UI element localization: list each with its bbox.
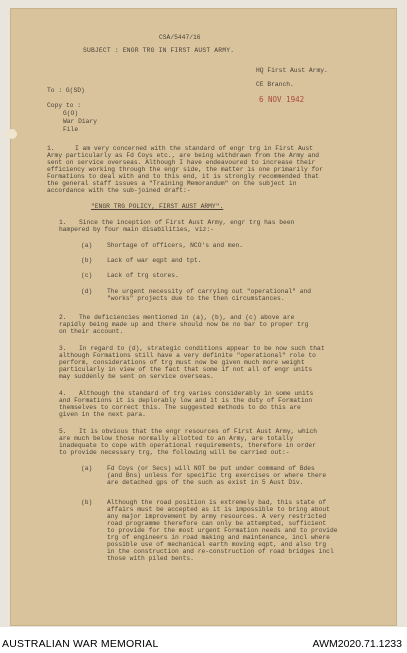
paragraph-line: Army particularly as Fd Coys etc., are being withdrawn from the Army and [47, 152, 320, 159]
paragraph-line: particularly in view of the fact that some if not all of engr units [59, 366, 313, 373]
paragraph-line: The deficiencies mentioned in (a), (b), and (c) above are [79, 314, 295, 321]
list-item-text: in the construction and re-construction of road bridges incl [107, 548, 334, 555]
copy-to-label: Copy to : [47, 102, 82, 109]
list-item-text: Although the road position is extremely bad, this state of [107, 499, 327, 506]
caption-bar [0, 627, 407, 653]
paragraph-number: 5. [59, 428, 67, 435]
date-stamp: 6 NOV 1942 [259, 95, 305, 104]
punch-hole [7, 129, 17, 139]
list-item-text: Fd Coys (or Secs) will NOT be put under command of Bdes [107, 465, 315, 472]
copy-to-recipient: G(O) [63, 110, 79, 117]
list-item-text: any major improvement by army resources. A very restricted [107, 513, 327, 520]
paragraph-number: 2. [59, 314, 67, 321]
list-item-label: (a) [81, 242, 93, 249]
paragraph-number: 4. [59, 390, 67, 397]
paragraph-line: Since the inception of First Aust Army, engr trg has been [79, 219, 295, 226]
list-item-text: possible use of mechanical earth moving eqpt, and also trg [107, 541, 327, 548]
list-item-text: Lack of trg stores. [107, 272, 179, 279]
paragraph-line: hampered by four main disabilities, viz:- [59, 226, 214, 233]
paragraph-line: I am very concerned with the standard of engr trg in First Aust [75, 145, 314, 152]
list-item-text: Lack of war eqpt and tpt. [107, 257, 202, 264]
paragraph-number: 1. [59, 219, 67, 226]
archive-name: AUSTRALIAN WAR MEMORIAL [2, 638, 159, 650]
list-item-text: (and Bns) unless for specific trg exercises or where there [107, 472, 327, 479]
branch-line: CE Branch. [256, 81, 294, 88]
list-item-text: The urgent necessity of carrying out "operational" and [107, 288, 312, 295]
list-item-text: trg of engineers in road making and maintenance, incl where [107, 534, 330, 541]
paragraph-line: perform, considerations of trg must now be given much more weight [59, 359, 305, 366]
list-item-label: (a) [81, 465, 93, 472]
copy-to-recipient: File [63, 126, 79, 133]
list-item-label: (c) [81, 272, 93, 279]
paragraph-number: 1. [47, 145, 55, 152]
to-line: To : G(SD) [47, 87, 85, 94]
paragraph-line: themselves to correct this. The suggested methods to do this are [59, 404, 301, 411]
subject-line: SUBJECT : ENGR TRG IN FIRST AUST ARMY. [83, 47, 235, 54]
paragraph-line: to provide necessary trg, the following will be carried out:- [59, 449, 290, 456]
paragraph-line: although Formations still have a very definite "operational" role to [59, 352, 316, 359]
copy-to-recipient: War Diary [63, 118, 98, 125]
list-item-text: Shortage of officers, NCO's and men. [107, 242, 244, 249]
paragraph-line: Formations to deal with and to this end, it is strongly recommended that [47, 173, 320, 180]
paragraph-line: are much below those normally allotted to an Army, are totally [59, 435, 294, 442]
paragraph-line: rapidly being made up and there should now be no bar to proper trg [59, 321, 309, 328]
list-item-text: those with piled bents. [107, 555, 194, 562]
list-item-text: to provide for the most urgent Formation needs and to provide [107, 527, 338, 534]
list-item-text: road programme therefore can only be attempted, sufficient [107, 520, 327, 527]
paragraph-line: sent on service overseas. Although I have endeavoured to increase their [47, 159, 316, 166]
list-item-label: (b) [81, 499, 93, 506]
list-item-text: affairs must be accepted as it is impossible to bring about [107, 506, 330, 513]
document-reference: CSA/5447/16 [159, 34, 201, 41]
policy-heading: "ENGR TRG POLICY, FIRST AUST ARMY". [91, 203, 224, 210]
item-accession-number: AWM2020.71.1233 [312, 638, 402, 650]
paragraph-line: Although the standard of trg varies considerably in some units [79, 390, 314, 397]
paragraph-line: on their account. [59, 328, 124, 335]
paragraph-line: In regard to (d), strategic conditions appear to be now such that [79, 345, 325, 352]
paragraph-line: may suddenly be sent on service overseas. [59, 373, 214, 380]
paragraph-line: inadequate to cope with operational requirements, therefore in order [59, 442, 316, 449]
paragraph-line: and Formations it is deplorably low and it is the duty of Formation [59, 397, 313, 404]
hq-line: HQ First Aust Army. [256, 67, 328, 74]
document-page [10, 8, 397, 626]
paragraph-line: given in the next para. [59, 411, 146, 418]
paragraph-line: accordance with the sub-joined draft:- [47, 187, 191, 194]
paragraph-line: efficiency working through the engr side, the matter is one primarily for [47, 166, 323, 173]
paragraph-line: the general staff issues a "Training Memorandum" on the subject in [47, 180, 297, 187]
list-item-text: are detached gps of the such as exist in 5 Aust Div. [107, 479, 304, 486]
list-item-text: "works" projects due to the then circumstances. [107, 295, 285, 302]
paragraph-line: It is obvious that the engr resources of First Aust Army, which [79, 428, 318, 435]
list-item-label: (d) [81, 288, 93, 295]
paragraph-number: 3. [59, 345, 67, 352]
list-item-label: (b) [81, 257, 93, 264]
